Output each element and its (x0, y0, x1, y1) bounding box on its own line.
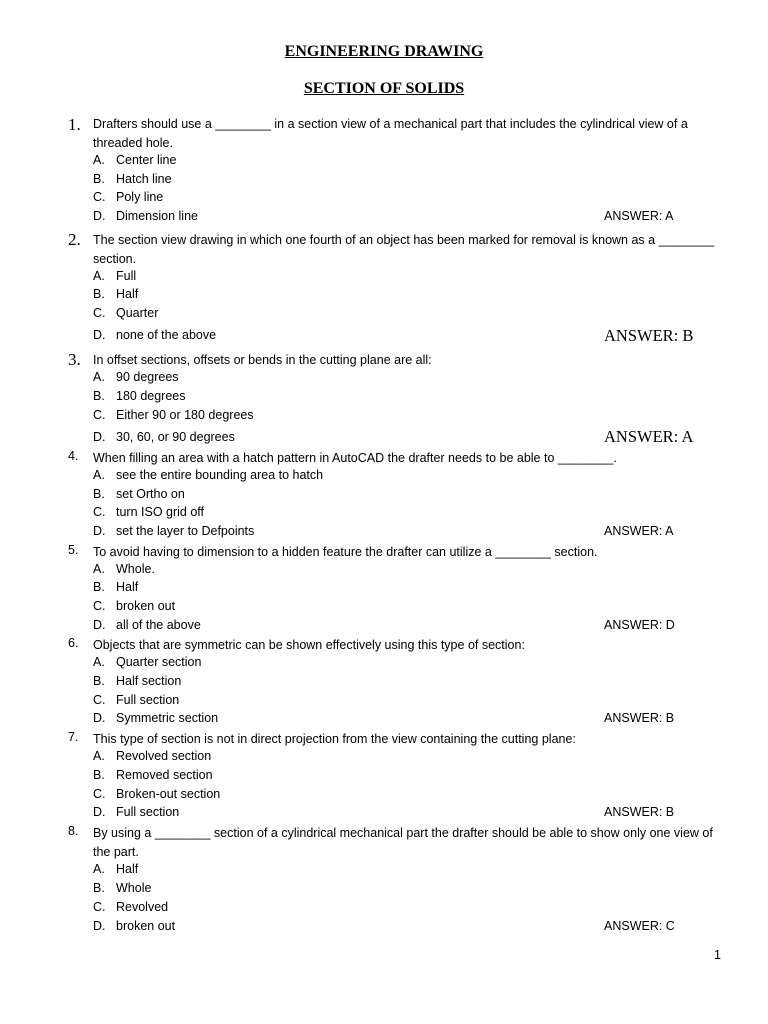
answer: ANSWER: A (604, 524, 674, 538)
option-letter: B. (93, 674, 105, 688)
option-text: Full section (116, 693, 180, 707)
question-text: This type of section is not in direct projection from the view containing the cutting plane: (93, 732, 576, 746)
option-letter: D. (93, 209, 106, 223)
option-text: Revolved (116, 900, 169, 914)
option-text: Broken-out section (116, 787, 221, 801)
option-text: Whole. (116, 562, 155, 576)
option-text: see the entire bounding area to hatch (116, 468, 324, 482)
option-letter: B. (93, 580, 105, 594)
question-number: 6. (68, 636, 79, 650)
answer: ANSWER: D (604, 618, 675, 632)
option-text: Revolved section (116, 749, 212, 763)
option-letter: C. (93, 408, 106, 422)
option-letter: A. (93, 655, 105, 669)
option-letter: A. (93, 562, 105, 576)
option-letter: D. (93, 524, 106, 538)
option-text: Hatch line (116, 172, 172, 186)
option-letter: A. (93, 749, 105, 763)
option-text: set the layer to Defpoints (116, 524, 255, 538)
answer: ANSWER: A (604, 427, 694, 446)
answer: ANSWER: C (604, 919, 675, 933)
option-letter: C. (93, 190, 106, 204)
option-text: all of the above (116, 618, 201, 632)
question-number: 8. (68, 824, 79, 838)
option-text: turn ISO grid off (116, 505, 205, 519)
option-text: Half (116, 287, 139, 301)
option-letter: B. (93, 487, 105, 501)
option-text: none of the above (116, 328, 217, 342)
question-text: When filling an area with a hatch pattern in AutoCAD the drafter needs to be able to ________. (93, 451, 617, 465)
option-letter: C. (93, 787, 106, 801)
question-text: Drafters should use a ________ in a section view of a mechanical part that includes the cylindrical view of a threaded hole. (93, 117, 688, 150)
option-text: Half section (116, 674, 182, 688)
option-text: Removed section (116, 768, 213, 782)
option-letter: C. (93, 900, 106, 914)
answer: ANSWER: B (604, 326, 694, 345)
question-number: 3. (68, 350, 81, 369)
answer: ANSWER: A (604, 209, 674, 223)
option-letter: B. (93, 287, 105, 301)
answer: ANSWER: B (604, 805, 675, 819)
option-letter: C. (93, 599, 106, 613)
option-text: Whole (116, 881, 152, 895)
question-text: To avoid having to dimension to a hidden feature the drafter can utilize a ________ section. (93, 545, 598, 559)
option-text: set Ortho on (116, 487, 185, 501)
question-text: Objects that are symmetric can be shown effectively using this type of section: (93, 638, 525, 652)
option-text: Half (116, 862, 139, 876)
option-letter: A. (93, 468, 105, 482)
question-number: 5. (68, 543, 79, 557)
option-text: Symmetric section (116, 711, 219, 725)
option-text: Either 90 or 180 degrees (116, 408, 254, 422)
option-letter: D. (93, 328, 106, 342)
option-letter: D. (93, 711, 106, 725)
option-letter: C. (93, 693, 106, 707)
option-text: Half (116, 580, 139, 594)
question-number: 1. (68, 115, 81, 134)
option-letter: D. (93, 919, 106, 933)
question-number: 4. (68, 449, 79, 463)
option-letter: D. (93, 618, 106, 632)
option-letter: C. (93, 306, 106, 320)
option-letter: B. (93, 389, 105, 403)
option-letter: A. (93, 862, 105, 876)
option-letter: B. (93, 172, 105, 186)
question-text: By using a ________ section of a cylindrical mechanical part the drafter should be able to show only one view of the part. (93, 826, 713, 859)
option-letter: B. (93, 768, 105, 782)
page-number: 1 (714, 948, 721, 962)
page-subtitle: SECTION OF SOLIDS (303, 80, 465, 97)
option-text: Dimension line (116, 209, 198, 223)
question-number: 2. (68, 230, 81, 249)
question-text: In offset sections, offsets or bends in the cutting plane are all: (93, 353, 432, 367)
option-letter: D. (93, 805, 106, 819)
option-text: Full section (116, 805, 180, 819)
option-text: 30, 60, or 90 degrees (116, 430, 235, 444)
answer: ANSWER: B (604, 711, 675, 725)
option-text: 180 degrees (116, 389, 186, 403)
question-text: The section view drawing in which one fourth of an object has been marked for removal is known as a ________ section. (93, 233, 715, 266)
question-number: 7. (68, 730, 79, 744)
option-text: Poly line (116, 190, 164, 204)
option-text: broken out (116, 919, 176, 933)
option-letter: A. (93, 269, 105, 283)
page-title: ENGINEERING DRAWING (284, 43, 484, 60)
option-text: Center line (116, 153, 177, 167)
option-text: Quarter (116, 306, 159, 320)
option-text: Full (116, 269, 137, 283)
option-letter: C. (93, 505, 106, 519)
option-text: Quarter section (116, 655, 202, 669)
option-letter: D. (93, 430, 106, 444)
option-letter: B. (93, 881, 105, 895)
option-letter: A. (93, 370, 105, 384)
option-letter: A. (93, 153, 105, 167)
option-text: 90 degrees (116, 370, 179, 384)
option-text: broken out (116, 599, 176, 613)
